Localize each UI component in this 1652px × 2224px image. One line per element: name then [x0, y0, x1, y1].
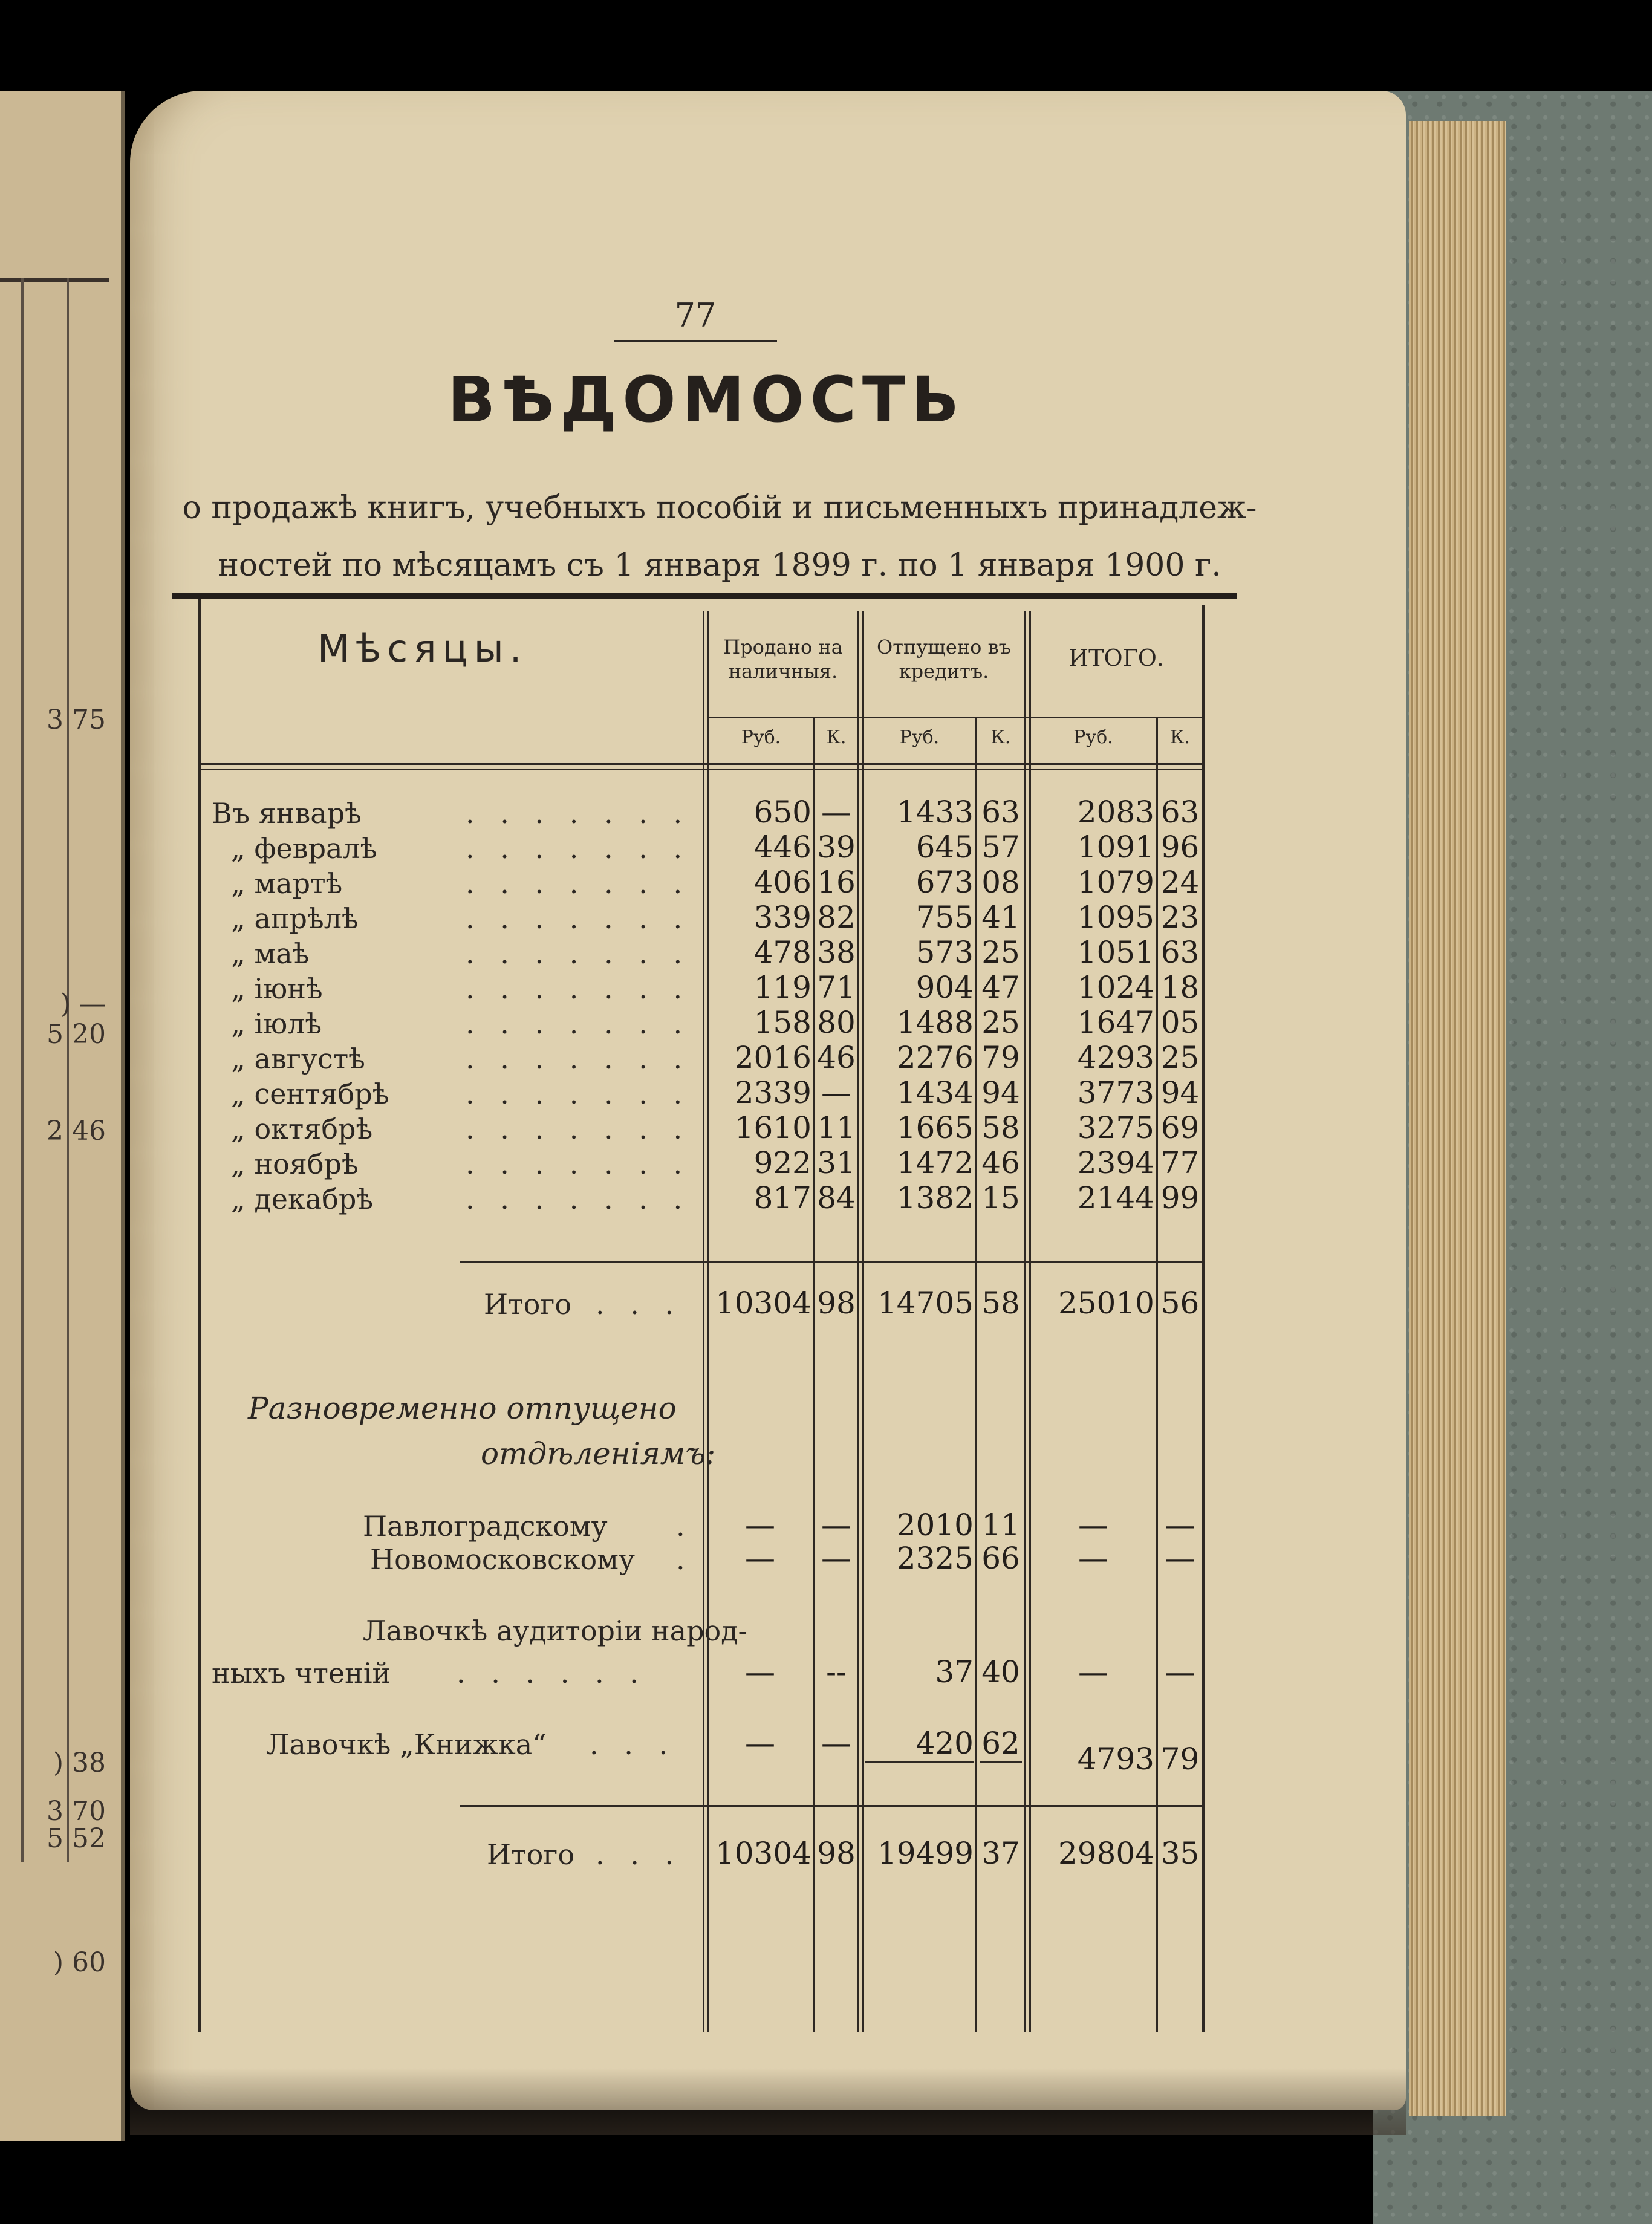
- month-credit-kop: 46: [981, 1145, 1020, 1180]
- table-left-border: [198, 599, 201, 2032]
- month-total-rub: 1091: [1077, 830, 1154, 865]
- month-credit-kop: 41: [981, 900, 1020, 935]
- subtotal-credit-rub: 14705: [877, 1286, 974, 1321]
- subtotal-total-rub: 25010: [1058, 1286, 1154, 1321]
- header-bottom-rule: [200, 763, 1203, 765]
- department-total-rub: —: [1078, 1541, 1108, 1576]
- department-label: Новомосковскому: [370, 1543, 636, 1576]
- lavochka-auditorii-cash-kop: --: [826, 1654, 847, 1689]
- month-total-kop: 05: [1160, 1005, 1200, 1040]
- month-credit-kop: 25: [981, 1005, 1020, 1040]
- month-cash-rub: 1610: [734, 1110, 811, 1145]
- department-cash-kop: —: [821, 1541, 851, 1576]
- department-credit-rub: 2325: [896, 1541, 974, 1576]
- month-cash-kop: —: [821, 1075, 851, 1110]
- subtotal-total-kop: 56: [1160, 1286, 1200, 1321]
- month-credit-kop: 47: [981, 970, 1020, 1005]
- month-label: „ декабрѣ: [231, 1183, 374, 1215]
- grand-total-label: Итого: [487, 1838, 575, 1871]
- month-credit-kop: 58: [981, 1110, 1020, 1145]
- month-total-rub: 2144: [1077, 1180, 1154, 1215]
- month-cash-kop: 71: [817, 970, 856, 1005]
- grand-total-cash-kop: 98: [817, 1836, 856, 1871]
- month-cash-rub: 2339: [734, 1075, 811, 1110]
- leader-dots: . . . . . . .: [466, 1183, 691, 1215]
- month-total-kop: 18: [1160, 970, 1200, 1005]
- month-credit-kop: 57: [981, 830, 1020, 865]
- sum-rule: [865, 1761, 974, 1763]
- month-cash-kop: 82: [817, 900, 856, 935]
- grand-total-rule: [460, 1805, 1203, 1807]
- month-credit-rub: 573: [915, 935, 974, 970]
- month-total-rub: 2394: [1077, 1145, 1154, 1180]
- month-cash-kop: 80: [817, 1005, 856, 1040]
- grand-total-credit-kop: 37: [981, 1836, 1020, 1871]
- month-label: „ іюнѣ: [231, 972, 323, 1005]
- column-separator: [1024, 611, 1026, 2032]
- lavochka-auditorii-label-line-1: Лавочкѣ аудиторіи народ-: [363, 1614, 748, 1647]
- department-credit-rub: 2010: [896, 1507, 974, 1543]
- lavochka-knizhka-label: Лавочкѣ „Книжка“: [266, 1728, 547, 1761]
- month-credit-rub: 904: [915, 970, 974, 1005]
- month-label: „ февралѣ: [231, 832, 377, 865]
- leader-dots: . . . . . . .: [466, 937, 691, 970]
- left-page-value: 3 75: [47, 704, 106, 735]
- left-page-value: 5 20: [47, 1019, 106, 1050]
- month-cash-rub: 817: [753, 1180, 811, 1215]
- month-label: „ октябрѣ: [231, 1113, 373, 1145]
- subtotal-label: Итого: [484, 1288, 572, 1321]
- month-total-kop: 69: [1160, 1110, 1200, 1145]
- month-cash-rub: 119: [753, 970, 811, 1005]
- month-cash-rub: 339: [753, 900, 811, 935]
- month-label: Въ январѣ: [212, 797, 362, 830]
- month-total-kop: 96: [1160, 830, 1200, 865]
- document-subtitle-line-1: о продажѣ книгъ, учебныхъ пособій и письменныхъ принадлеж-: [182, 490, 1257, 526]
- leader-dots: . . .: [596, 1838, 683, 1871]
- month-credit-rub: 1665: [896, 1110, 974, 1145]
- kop-subheader: К.: [1170, 727, 1190, 748]
- lavochka-auditorii-credit-rub: 37: [935, 1654, 974, 1689]
- lavochka-auditorii-cash-rub: —: [745, 1654, 775, 1689]
- document-title: ВѢДОМОСТЬ: [447, 363, 966, 437]
- column-separator: [857, 611, 859, 2032]
- rub-subheader: Руб.: [1073, 727, 1113, 748]
- month-credit-rub: 1382: [896, 1180, 974, 1215]
- month-cash-kop: —: [821, 795, 851, 830]
- leader-dots: . . . . . . .: [466, 1007, 691, 1040]
- table-right-border: [1202, 605, 1205, 2032]
- grand-total-total-kop: 35: [1160, 1836, 1200, 1871]
- month-credit-rub: 645: [915, 830, 974, 865]
- month-cash-kop: 11: [817, 1110, 856, 1145]
- department-cash-rub: —: [745, 1507, 775, 1543]
- sum-rule: [980, 1761, 1022, 1763]
- leader-dots: .: [676, 1543, 694, 1576]
- subtotal-cash-kop: 98: [817, 1286, 856, 1321]
- subtotal-cash-rub: 10304: [715, 1286, 811, 1321]
- month-cash-rub: 650: [753, 795, 811, 830]
- leader-dots: . . . . . . .: [466, 972, 691, 1005]
- left-page-value: ) 38: [53, 1748, 106, 1778]
- month-label: „ сентябрѣ: [231, 1078, 389, 1110]
- lavochka-auditorii-label-line-2: ныхъ чтеній: [212, 1657, 391, 1689]
- month-label: „ мартѣ: [231, 867, 343, 900]
- month-cash-kop: 46: [817, 1040, 856, 1075]
- leader-dots: . . . . . . .: [466, 832, 691, 865]
- rub-subheader: Руб.: [899, 727, 940, 748]
- left-page-value: ) —: [60, 989, 106, 1019]
- section-heading-line-2: отдѣленіямъ:: [481, 1436, 716, 1471]
- month-cash-rub: 158: [753, 1005, 811, 1040]
- month-total-kop: 63: [1160, 935, 1200, 970]
- subtotal-credit-kop: 58: [981, 1286, 1020, 1321]
- rub-subheader: Руб.: [741, 727, 781, 748]
- month-total-kop: 77: [1160, 1145, 1200, 1180]
- kop-subheader: К.: [826, 727, 847, 748]
- month-credit-rub: 1488: [896, 1005, 974, 1040]
- month-credit-rub: 2276: [896, 1040, 974, 1075]
- month-total-kop: 99: [1160, 1180, 1200, 1215]
- month-credit-rub: 673: [915, 865, 974, 900]
- cash-column-header: Продано на наличныя.: [723, 636, 843, 683]
- month-label: „ іюлѣ: [231, 1007, 322, 1040]
- month-total-kop: 23: [1160, 900, 1200, 935]
- credit-column-header: Отпущено въ кредитъ.: [877, 636, 1011, 683]
- department-credit-kop: 11: [981, 1507, 1020, 1543]
- left-page-value: 2 46: [47, 1116, 106, 1146]
- department-total-rub: —: [1078, 1507, 1108, 1543]
- left-page-value: ) 60: [53, 1947, 106, 1978]
- lavochka-auditorii-total-rub: —: [1078, 1654, 1108, 1689]
- month-credit-kop: 25: [981, 935, 1020, 970]
- lavochka-knizhka-cash-kop: —: [821, 1726, 851, 1761]
- month-credit-rub: 755: [915, 900, 974, 935]
- month-total-rub: 2083: [1077, 795, 1154, 830]
- month-cash-kop: 38: [817, 935, 856, 970]
- header-bottom-rule: [200, 769, 1203, 770]
- grand-total-credit-rub: 19499: [877, 1836, 974, 1871]
- total-column-header: ИТОГО.: [1068, 645, 1165, 671]
- grand-total-cash-rub: 10304: [715, 1836, 811, 1871]
- month-cash-rub: 2016: [734, 1040, 811, 1075]
- leader-dots: . . .: [596, 1288, 683, 1321]
- month-credit-rub: 1433: [896, 795, 974, 830]
- leader-dots: . . . . . . .: [466, 1113, 691, 1145]
- left-page-value: 3 70: [47, 1796, 106, 1827]
- leader-dots: . . . . . .: [457, 1657, 647, 1689]
- month-cash-rub: 478: [753, 935, 811, 970]
- month-total-rub: 4293: [1077, 1040, 1154, 1075]
- department-cash-rub: —: [745, 1541, 775, 1576]
- department-cash-kop: —: [821, 1507, 851, 1543]
- lavochka-auditorii-credit-kop: 40: [981, 1654, 1020, 1689]
- month-total-rub: 1647: [1077, 1005, 1154, 1040]
- lavochka-knizhka-cash-rub: —: [745, 1726, 775, 1761]
- month-label: „ маѣ: [231, 937, 310, 970]
- leader-dots: .: [676, 1510, 694, 1543]
- lavochka-auditorii-total-kop: —: [1165, 1654, 1195, 1689]
- months-column-header: Мѣсяцы.: [317, 626, 528, 671]
- month-credit-rub: 1472: [896, 1145, 974, 1180]
- leader-dots: . . . . . . .: [466, 1042, 691, 1075]
- lavochka-knizhka-credit-rub: 420: [915, 1726, 974, 1761]
- leader-dots: . . .: [590, 1728, 677, 1761]
- leader-dots: . . . . . . .: [466, 867, 691, 900]
- month-cash-rub: 922: [753, 1145, 811, 1180]
- column-separator: [703, 611, 704, 2032]
- month-cash-kop: 16: [817, 865, 856, 900]
- month-cash-rub: 446: [753, 830, 811, 865]
- month-cash-kop: 84: [817, 1180, 856, 1215]
- month-total-rub: 1079: [1077, 865, 1154, 900]
- kop-subheader: К.: [990, 727, 1011, 748]
- leader-dots: . . . . . . .: [466, 902, 691, 935]
- month-total-rub: 1024: [1077, 970, 1154, 1005]
- department-total-kop: —: [1165, 1541, 1195, 1576]
- lavochka-knizhka-credit-kop: 62: [981, 1726, 1020, 1761]
- month-cash-rub: 406: [753, 865, 811, 900]
- month-credit-kop: 63: [981, 795, 1020, 830]
- month-label: „ ноябрѣ: [231, 1148, 359, 1180]
- month-total-kop: 24: [1160, 865, 1200, 900]
- section-heading-line-1: Разновременно отпущено: [248, 1391, 677, 1426]
- document-subtitle-line-2: ностей по мѣсяцамъ съ 1 января 1899 г. по 1 января 1900 г.: [218, 547, 1221, 584]
- leader-dots: . . . . . . .: [466, 1148, 691, 1180]
- month-label: „ апрѣлѣ: [231, 902, 359, 935]
- month-total-rub: 3773: [1077, 1075, 1154, 1110]
- leader-dots: . . . . . . .: [466, 1078, 691, 1110]
- subtotal-rule: [460, 1261, 1203, 1263]
- month-credit-kop: 15: [981, 1180, 1020, 1215]
- header-divider: [707, 717, 1203, 718]
- page-number: 77: [674, 296, 717, 334]
- grand-total-total-rub: 29804: [1058, 1836, 1154, 1871]
- month-cash-kop: 31: [817, 1145, 856, 1180]
- month-label: „ августѣ: [231, 1042, 365, 1075]
- left-page-value: 5 52: [47, 1823, 106, 1854]
- month-total-rub: 1051: [1077, 935, 1154, 970]
- lavochka-knizhka-total-kop: 79: [1160, 1741, 1200, 1777]
- leader-dots: . . . . . . .: [466, 797, 691, 830]
- month-total-rub: 3275: [1077, 1110, 1154, 1145]
- month-credit-kop: 79: [981, 1040, 1020, 1075]
- month-total-kop: 94: [1160, 1075, 1200, 1110]
- month-total-kop: 25: [1160, 1040, 1200, 1075]
- month-credit-kop: 08: [981, 865, 1020, 900]
- department-credit-kop: 66: [981, 1541, 1020, 1576]
- department-total-kop: —: [1165, 1507, 1195, 1543]
- month-cash-kop: 39: [817, 830, 856, 865]
- lavochka-knizhka-total-rub: 4793: [1077, 1741, 1154, 1777]
- month-total-kop: 63: [1160, 795, 1200, 830]
- month-credit-rub: 1434: [896, 1075, 974, 1110]
- month-total-rub: 1095: [1077, 900, 1154, 935]
- department-label: Павлоградскому: [363, 1510, 608, 1543]
- month-credit-kop: 94: [981, 1075, 1020, 1110]
